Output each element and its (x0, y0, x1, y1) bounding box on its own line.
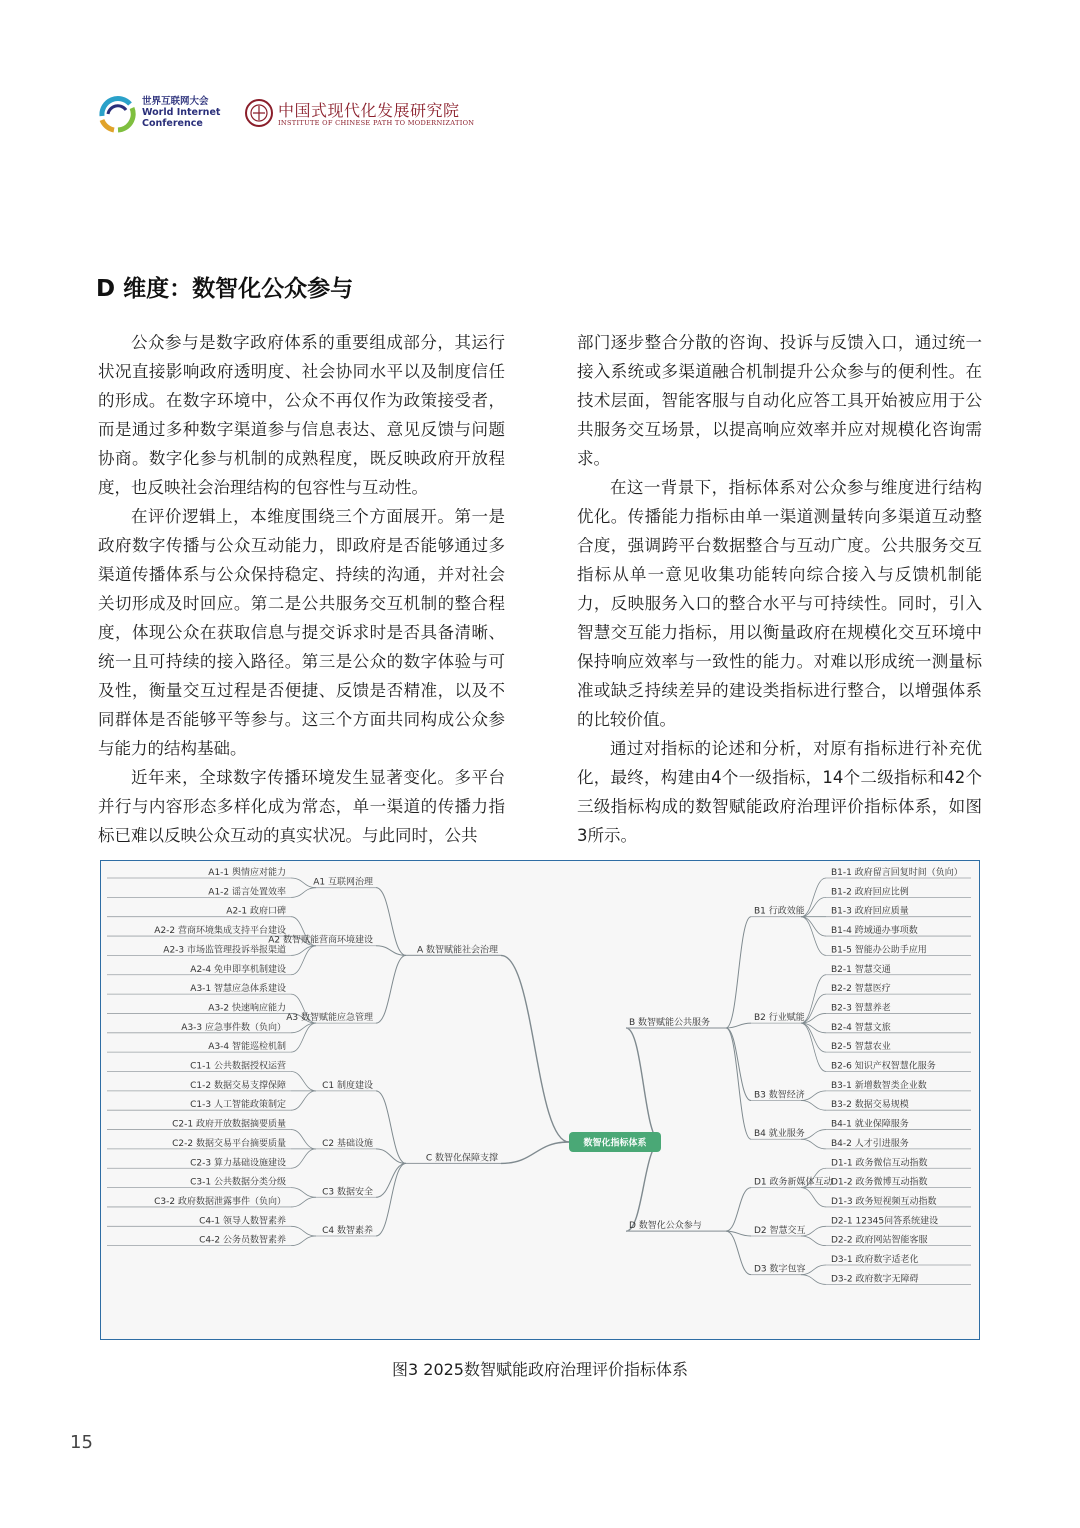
mindmap-leaf: D2-2 政府网站智能客服 (831, 1235, 928, 1246)
mindmap-leaf: B2-2 智慧医疗 (831, 984, 891, 995)
mindmap-connector (376, 955, 406, 1023)
mindmap-leaf: A1-2 谣言处置效率 (208, 887, 286, 898)
mindmap-leaf: B2-3 智慧养老 (831, 1003, 891, 1014)
mindmap-connector (291, 1091, 316, 1110)
mindmap-leaf: D1-3 政务短视频互动指数 (831, 1196, 937, 1207)
mindmap-leaf: A3-4 智能巡检机制 (208, 1042, 286, 1053)
mindmap-level2: B2 行业赋能 (754, 1013, 805, 1024)
mindmap-leaf: A1-1 舆情应对能力 (208, 868, 286, 878)
mindmap-leaf: A2-3 市场监管理投诉举报渠道 (163, 945, 286, 956)
text-column-right (577, 328, 982, 850)
mindmap-leaf: D1-2 政务微博互动指数 (831, 1177, 928, 1188)
mindmap-level2: A1 互联网治理 (313, 877, 373, 888)
mindmap-leaf: B4-1 就业保障服务 (831, 1119, 909, 1130)
paragraph: 在评价逻辑上，本维度围绕三个方面展开。第一是政府数字传播与公众互动能力，即政府是否能够通过多渠道传播体系与公众保持稳定、持续的沟通，并对社会关切形成及时回应。第二是公共服务交互机制的整合程度，体现公众在获取信息与提交诉求时是否具备清晰、统一且可持续的接入路径。第三是公众的数字体验与可及性，衡量交互过程是否便捷、反馈是否精准，以及不同群体是否能够平等参与。这三个方面共同构成公众参与能力的结构基础。 (98, 507, 505, 758)
mindmap-leaf: C2-2 数据交易平台摘要质量 (172, 1138, 286, 1149)
mindmap-diagram (101, 861, 979, 1339)
wic-name-en-1: World Internet (142, 107, 221, 118)
mindmap-connector (291, 878, 316, 888)
mindmap-connector (376, 1163, 406, 1197)
mindmap-connector (501, 1142, 569, 1163)
mindmap-leaf: C1-2 数据交易支撑保障 (190, 1080, 286, 1091)
mindmap-level2: B4 就业服务 (754, 1129, 805, 1140)
paragraph: 通过对指标的论述和分析，对原有指标进行补充优化，最终，构建由4个一级指标，14个二级指标和42个三级指标构成的数智赋能政府治理评价指标体系，如图3所示。 (577, 739, 982, 845)
mindmap-level1: A 数智赋能社会治理 (416, 945, 498, 956)
mindmap-leaf: B1-3 政府回应质量 (831, 906, 909, 917)
mindmap-level2: C1 制度建设 (322, 1080, 373, 1091)
mindmap-leaf: C2-3 算力基础设施建设 (190, 1158, 286, 1169)
iccp-name-cn: 中国式现代化发展研究院 (278, 101, 460, 120)
mindmap-leaf: C4-1 领导人数智素养 (199, 1216, 286, 1227)
mindmap-connector (801, 917, 826, 936)
mindmap-connector (626, 1028, 661, 1142)
mindmap-leaf: A2-1 政府口碑 (226, 906, 286, 917)
iccp-name-en: INSTITUTE OF CHINESE PATH TO MODERNIZATION (278, 119, 475, 127)
figure-caption: 图3 2025数智赋能政府治理评价指标体系 (392, 1360, 688, 1379)
text-column-left (98, 328, 505, 850)
mindmap-connector (291, 1072, 316, 1091)
paragraph: 公众参与是数字政府体系的重要组成部分，其运行状况直接影响政府透明度、社会协同水平以及制度信任的形成。在数字环境中，公众不再仅作为政策接受者，而是通过多种数字渠道参与信息表达、意见反馈与问题协商。数字化参与机制的成熟程度，既反映政府开放程度，也反映社会治理结构的包容性与互动性。 (98, 333, 505, 497)
mindmap-connector (291, 1197, 316, 1207)
wic-name-cn: 世界互联网大会 (142, 96, 209, 107)
mindmap-level1: B 数智赋能公共服务 (629, 1017, 711, 1028)
mindmap-connector (801, 917, 826, 956)
mindmap-connector (626, 1142, 661, 1231)
mindmap-leaf: A2-2 营商环境集成支持平台建设 (154, 926, 286, 937)
mindmap-level2: C3 数据安全 (322, 1187, 373, 1198)
mindmap-level2: D1 政务新媒体互动 (754, 1177, 833, 1188)
mindmap-level1: D 数智化公众参与 (629, 1221, 702, 1232)
mindmap-connector (291, 1149, 316, 1168)
paragraph: 近年来，全球数字传播环境发生显著变化。多平台并行与内容形态多样化成为常态，单一渠道的传播力指标已难以反映公众互动的真实状况。与此同时，公共 (98, 768, 505, 845)
mindmap-leaf: C2-1 政府开放数据摘要质量 (172, 1119, 286, 1130)
mindmap-connector (801, 1023, 826, 1071)
mindmap-leaf: D2-1 12345问答系统建设 (831, 1216, 939, 1227)
mindmap-connector (376, 946, 406, 956)
mindmap-leaf: A2-4 免申即享机制建设 (190, 964, 286, 975)
mindmap-leaf: C1-1 公共数据授权运营 (190, 1061, 286, 1072)
mindmap-level2: C2 基础设施 (322, 1138, 373, 1149)
wic-logo-icon (96, 92, 138, 134)
mindmap-connector (801, 1139, 826, 1149)
mindmap-level2: B1 行政效能 (754, 906, 805, 917)
mindmap-connector (291, 1188, 316, 1198)
mindmap-connector (726, 1231, 751, 1236)
mindmap-leaf: B3-2 数据交易规模 (831, 1100, 909, 1111)
mindmap-leaf: C4-2 公务员数智素养 (199, 1235, 286, 1246)
mindmap-connector (501, 955, 569, 1142)
mindmap-leaf: B1-1 政府留言回复时间（负向） (831, 868, 963, 878)
mindmap-level2: B3 数智经济 (754, 1090, 805, 1101)
mindmap-leaf: B2-1 智慧交通 (831, 964, 891, 975)
mindmap-leaf: C3-2 政府数据泄露事件（负向） (154, 1196, 286, 1207)
paragraph: 在这一背景下，指标体系对公众参与维度进行结构优化。传播能力指标由单一渠道测量转向多渠道互动整合度，强调跨平台数据整合与互动广度。公共服务交互指标从单一意见收集功能转向综合接入与反馈机制能力，反映服务入口的整合水平与可持续性。同时，引入智慧交互能力指标，用以衡量政府在规模化交互环境中保持响应效率与一致性的能力。对难以形成统一测量标准或缺乏持续差异的建设类指标进行整合，以增强体系的比较价值。 (577, 478, 982, 729)
mindmap-connector (726, 1028, 751, 1139)
mindmap-connector (376, 1163, 406, 1236)
mindmap-leaf: C1-3 人工智能政策制定 (190, 1100, 286, 1111)
mindmap-leaf: D1-1 政务微信互动指数 (831, 1158, 928, 1169)
mindmap-connector (801, 1188, 826, 1207)
mindmap-connector (376, 888, 406, 956)
mindmap-leaf: B2-5 智慧农业 (831, 1042, 891, 1053)
mindmap-connector (291, 1236, 316, 1246)
mindmap-connector (726, 1231, 751, 1275)
mindmap-connector (801, 1101, 826, 1111)
mindmap-connector (291, 888, 316, 898)
mindmap-leaf: D3-1 政府数字适老化 (831, 1255, 919, 1265)
mindmap-leaf: B2-6 知识产权智慧化服务 (831, 1061, 936, 1072)
mindmap-leaf: B2-4 智慧文旅 (831, 1022, 891, 1033)
mindmap-leaf: D3-2 政府数字无障碍 (831, 1274, 919, 1285)
mindmap-level2: D2 智慧交互 (754, 1225, 806, 1236)
mindmap-level2: A3 数智赋能应急管理 (286, 1013, 373, 1024)
paragraph: 部门逐步整合分散的咨询、投诉与反馈入口，通过统一接入系统或多渠道融合机制提升公众参与的便利性。在技术层面，智能客服与自动化应答工具开始被应用于公共服务交互场景，以提高响应效率并应对规模化咨询需求。 (577, 333, 982, 468)
wic-name-en-2: Conference (142, 118, 203, 129)
mindmap-leaf: C3-1 公共数据分类分级 (190, 1177, 286, 1188)
mindmap-connector (801, 1236, 826, 1246)
mindmap-level2: C4 数智素养 (322, 1225, 373, 1236)
mindmap-leaf: B1-4 跨域通办事项数 (831, 926, 918, 937)
mindmap-figure (100, 860, 980, 1340)
mindmap-leaf: A3-1 智慧应急体系建设 (190, 984, 286, 995)
mindmap-connector (726, 1188, 751, 1232)
mindmap-leaf: B3-1 新增数智类企业数 (831, 1080, 927, 1091)
mindmap-level2: A2 数智赋能营商环境建设 (268, 935, 373, 946)
mindmap-connector (291, 1130, 316, 1149)
iccp-seal-icon (244, 98, 274, 128)
mindmap-leaf: B1-2 政府回应比例 (831, 887, 909, 898)
mindmap-leaf: B4-2 人才引进服务 (831, 1138, 909, 1149)
mindmap-leaf: B1-5 智能办公助手应用 (831, 945, 927, 956)
section-title: D 维度：数智化公众参与 (96, 276, 354, 302)
mindmap-connector (291, 1226, 316, 1236)
page-number: 15 (70, 1432, 93, 1453)
mindmap-level1: C 数智化保障支撑 (425, 1153, 498, 1164)
mindmap-connector (726, 917, 751, 1028)
mindmap-leaf: A3-3 应急事件数（负向） (181, 1022, 286, 1033)
mindmap-level2: D3 数字包容 (754, 1264, 806, 1275)
mindmap-root-label: 数智化指标体系 (583, 1138, 647, 1149)
mindmap-connector (801, 1275, 826, 1285)
mindmap-connector (726, 1028, 751, 1101)
mindmap-connector (376, 1091, 406, 1164)
mindmap-leaf: A3-2 快速响应能力 (208, 1003, 286, 1014)
